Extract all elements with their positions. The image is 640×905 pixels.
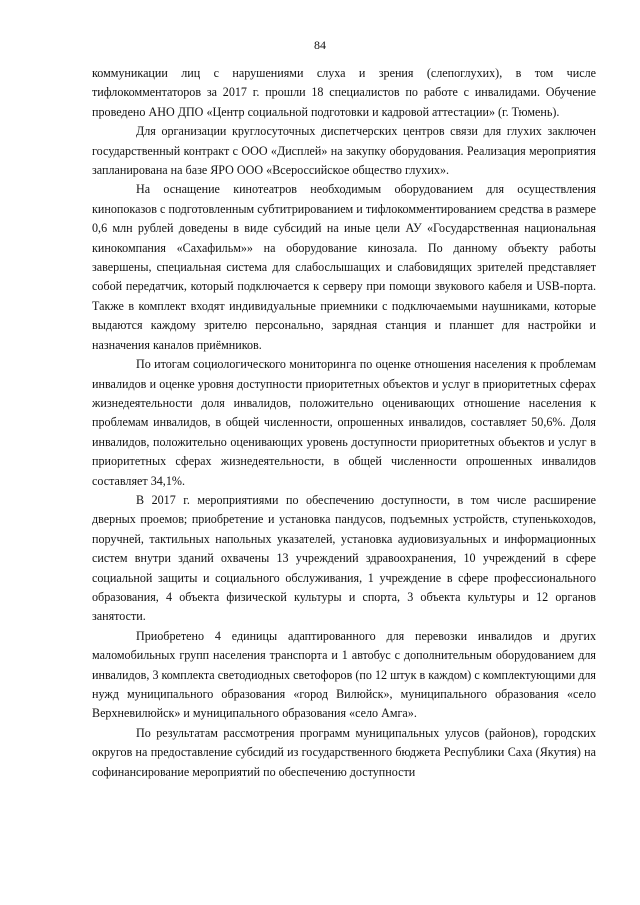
body-text [92,64,596,782]
paragraph-4: По итогам социологического мониторинга по оценке отношения населения к проблемам инвалидов и оценке уровня доступности приоритетных объектов и услуг в приоритетных сферах жизнедеятельности доля инвалидов, положительно оценивающих отношение населения к проблемам инвалидов, в общей численности, опрошенных инвалидов, составляет 50,6%. Доля инвалидов, положительно оценивающих уровень доступности приоритетных объектов и услуг в приоритетных сферах жизнедеятельности, в общей численности опрошенных инвалидов составляет 34,1%. [92,357,596,488]
paragraph-6: Приобретено 4 единицы адаптированного для перевозки инвалидов и других маломобильных групп населения транспорта и 1 автобус с дополнительным оборудованием для инвалидов, 3 комплекта светодиодных светофоров (по 12 штук в каждом) с комплектующими для нужд муниципального образования «город Вилюйск», муниципального образования «село Верхневилюйск» и муниципального образования «село Амга». [92,628,596,721]
paragraph-2: Для организации круглосуточных диспетчерских центров связи для глухих заключен государственный контракт с ООО «Дисплей» на закупку оборудования. Реализация мероприятия запланирована на базе ЯРО ООО «Всероссийское общество глухих». [92,124,596,178]
paragraph-5: В 2017 г. мероприятиями по обеспечению доступности, в том числе расширение дверных проемов; приобретение и установка пандусов, подъемных устройств, ступенькоходов, поручней, тактильных напольных указателей, установка аудиовизуальных и информационных систем внутри зданий охвачены 13 учреждений здравоохранения, 10 учреждений в сфере социальной защиты и социального обслуживания, 1 учреждение в сфере профессионального образования, 4 объекта физической культуры и спорта, 3 объекта культуры и 12 органов занятости. [92,492,596,624]
paragraph-7: По результатам рассмотрения программ муниципальных улусов (районов), городских округов на предоставление субсидий из государственного бюджета Республики Саха (Якутия) на софинансирование мероприятий по обеспечению доступности [92,725,596,779]
page-number: 84 [314,38,326,52]
paragraph-1: коммуникации лиц с нарушениями слуха и зрения (слепоглухих), в том числе тифлокомментаторов за 2017 г. прошли 18 специалистов по работе с инвалидами. Обучение проведено АНО ДПО «Центр социальной подготовки и кадровой аттестации» (г. Тюмень). [92,66,596,119]
paragraph-3: На оснащение кинотеатров необходимым оборудованием для осуществления кинопоказов с подготовленным субтитрированием и тифлокомментированием средства в размере 0,6 млн рублей доведены в виде субсидий на иные цели АУ «Государственная национальная кинокомпания «Сахафильм»» на оборудование кинозала. По данному объекту работы завершены, специальная система для слабослышащих и слабовидящих зрителей представляет собой передатчик, который подключается к серверу при помощи звукового кабеля и USB-порта. Также в комплект входят индивидуальные приемники с подключаемыми наушниками, которые выдаются каждому зрителю персонально, зарядная станция и планшет для настройки и назначения каналов приёмников. [92,182,596,352]
